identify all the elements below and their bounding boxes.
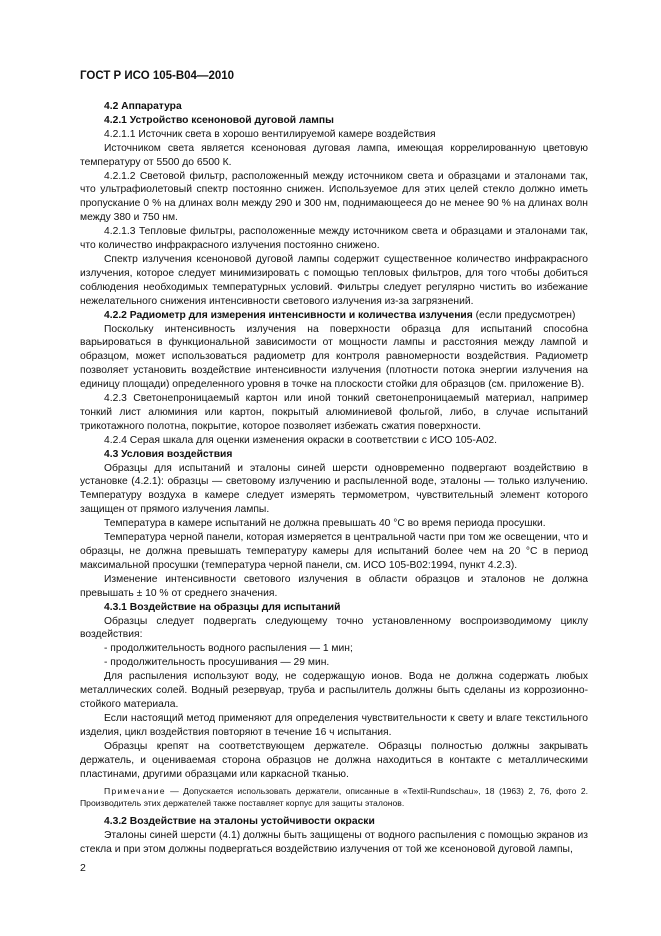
paragraph: Если настоящий метод применяют для определения чувствительности к свету и влаге текстильного изделия, цикл воздействия повторяют в течение 16 ч испытания. bbox=[80, 712, 588, 738]
heading-bold-part: 4.2.2 Радиометр для измерения интенсивности и количества излучения bbox=[104, 309, 473, 321]
paragraph: Образцы крепят на соответствующем держателе. Образцы полностью должны закрывать держатель, и оцениваемая сторона образцов не должна находиться в контакте с металлическими пластинами, другими образцами или каркасной тканью. bbox=[80, 740, 588, 780]
section-heading-4-2-1: 4.2.1 Устройство ксеноновой дуговой лампы bbox=[104, 114, 334, 126]
document-header: ГОСТ Р ИСО 105-В04—2010 bbox=[80, 70, 235, 82]
paragraph: Поскольку интенсивность излучения на поверхности образца для испытаний способна варьироваться в функциональной зависимости от мощности лампы и расстояния между лампой и образцом, может использоваться радиометр для контроля равномерности воздействия. Радиометр позволяет установить воздействие интенсивности излучения (плотности потока энергии излучения на единицу площади) определенного уровня в точке на плоскости стойки для образцов (см. приложение В). bbox=[80, 323, 588, 391]
paragraph: 4.2.1.2 Световой фильтр, расположенный между источником света и образцами и эталонами так, что ультрафиолетовый спектр постоянно снижен. Используемое для этих целей стекло должно иметь пропускание 0 % на длинах волн между 290 и 300 нм, поднимающееся до не менее 90 % на длинах волн между 380 и 750 нм. bbox=[80, 170, 588, 224]
paragraph: Эталоны синей шерсти (4.1) должны быть защищены от водного распыления с помощью экранов из стекла и при этом должны подвергаться воздействию излучения от той же ксеноновой дуговой лампы, bbox=[80, 830, 588, 856]
paragraph: Спектр излучения ксеноновой дуговой лампы содержит существенное количество инфракрасного излучения, которое следует минимизировать с помощью тепловых фильтров, для того чтобы добиться соблюдения необходимых температурных условий. Фильтры следует регулярно чистить во избежание нежелательного снижения интенсивности светового излучения из-за загрязнений. bbox=[80, 253, 588, 307]
paragraph: 4.2.1.3 Тепловые фильтры, расположенные между источником света и образцами и эталонами так, что количество инфракрасного излучения постоянно снижено. bbox=[80, 226, 588, 252]
paragraph: Температура в камере испытаний не должна превышать 40 °С во время периода просушки. bbox=[104, 518, 546, 530]
heading-normal-part: (если предусмотрен) bbox=[472, 309, 576, 321]
note-label: Примечание bbox=[104, 786, 166, 797]
paragraph: Источником света является ксеноновая дуговая лампа, имеющая коррелированную цветовую температуру от 5500 до 6500 К. bbox=[80, 142, 588, 168]
page-content bbox=[80, 100, 588, 857]
section-heading-4-2-2 bbox=[80, 309, 588, 323]
page-number: 2 bbox=[80, 862, 86, 874]
paragraph: 4.2.4 Серая шкала для оценки изменения окраски в соответствии с ИСО 105-А02. bbox=[104, 434, 497, 446]
section-heading-4-2: 4.2 Аппаратура bbox=[104, 101, 182, 112]
list-item: - продолжительность просушивания — 29 мин. bbox=[104, 657, 330, 669]
section-heading-4-3-2: 4.3.2 Воздействие на эталоны устойчивости окраски bbox=[104, 816, 375, 828]
paragraph: Температура черной панели, которая измеряется в центральной части при том же освещении, что и образцы, не должна превышать температуру камеры для испытаний более чем на 20 °С в период максимальной просушки (температура черной панели, см. ИСО 105-В02:1994, пункт 4.2.3). bbox=[80, 532, 588, 571]
list-item: - продолжительность водного распыления — 1 мин; bbox=[104, 643, 353, 655]
section-heading-4-3: 4.3 Условия воздействия bbox=[104, 448, 233, 460]
paragraph: Образцы следует подвергать следующему точно установленному воспроизводимому циклу воздействия: bbox=[80, 615, 588, 641]
paragraph: 4.2.3 Светонепроницаемый картон или иной тонкий светонепроницаемый материал, например тонкий лист алюминия или картон, покрытый алюминиевой фольгой, либо, в случае испытаний трикотажного полотна, покрытие, которое позволяет избежать сжатия поверхности. bbox=[80, 393, 588, 432]
paragraph: Для распыления используют воду, не содержащую ионов. Вода не должна содержать любых металлических солей. Водный резервуар, труба и распылитель должны быть сделаны из коррозионно-стойкого материала. bbox=[80, 671, 588, 710]
paragraph: 4.2.1.1 Источник света в хорошо вентилируемой камере воздействия bbox=[104, 128, 436, 140]
note bbox=[80, 785, 588, 809]
paragraph: Образцы для испытаний и эталоны синей шерсти одновременно подвергают воздействию в установке (4.2.1): образцы — световому излучению и распыленной воде, эталоны — только излучению. Температуру воздуха в камере следует измерять термометром, чувствительный элемент которого защищен от прямого излучения лампы. bbox=[80, 462, 588, 516]
note-text: — Допускается использовать держатели, описанные в «Textil-Rundschau», 18 (1963) 2, 76, фото 2. Производитель этих держателей также поставляет корпус для защиты эталонов. bbox=[80, 786, 588, 809]
paragraph: Изменение интенсивности светового излучения в области образцов и эталонов не должна превышать ± 10 % от среднего значения. bbox=[80, 573, 588, 599]
section-heading-4-3-1: 4.3.1 Воздействие на образцы для испытаний bbox=[104, 601, 341, 613]
